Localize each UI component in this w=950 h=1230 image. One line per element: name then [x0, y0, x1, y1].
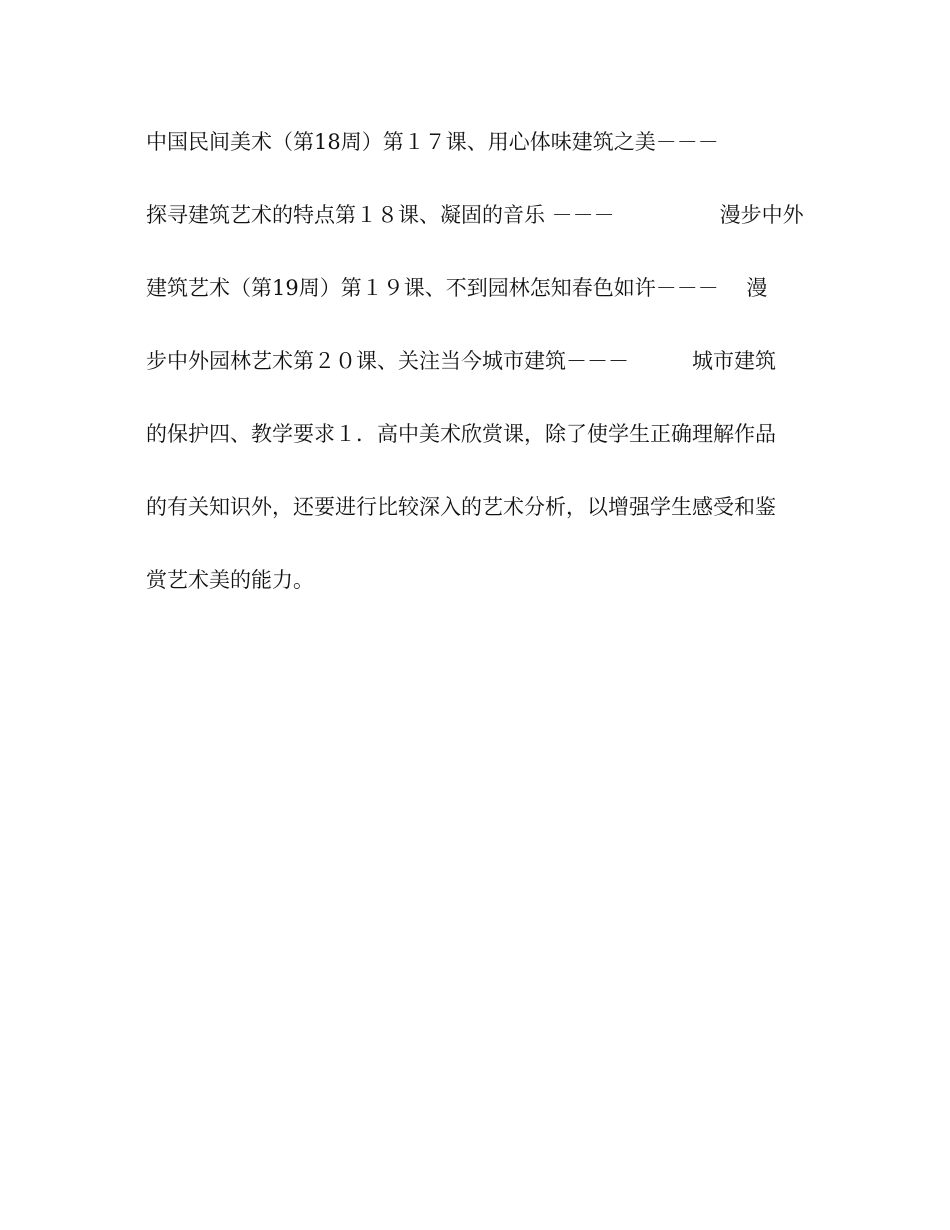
body-text: [146, 124, 806, 635]
text-line: 建筑艺术（第19周）第１９课、不到园林怎知春色如许－－－ 漫: [146, 276, 768, 300]
text-line: 中国民间美术（第18周）第１７课、用心体味建筑之美－－－: [146, 130, 719, 154]
text-line: 探寻建筑艺术的特点第１８课、凝固的音乐 －－－ 漫步中外: [146, 203, 804, 227]
text-line: 赏艺术美的能力。: [146, 568, 314, 592]
text-line: 的有关知识外，还要进行比较深入的艺术分析，以增强学生感受和鉴: [146, 495, 776, 519]
text-line: 的保护四、教学要求１．高中美术欣赏课，除了使学生正确理解作品: [146, 422, 776, 446]
text-line: 步中外园林艺术第２０课、关注当今城市建筑－－－ 城市建筑: [146, 349, 776, 373]
